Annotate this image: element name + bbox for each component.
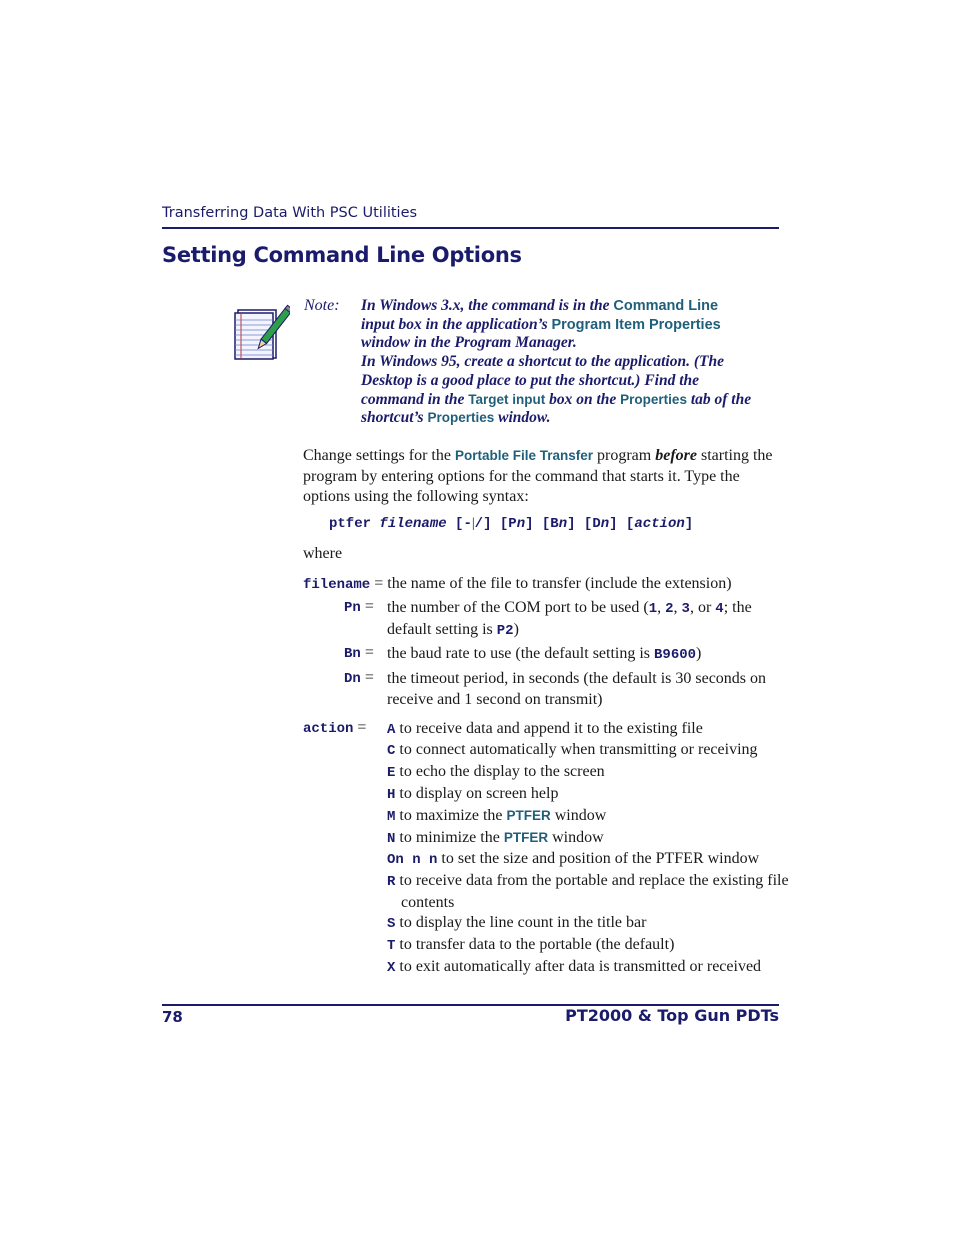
syntax-part: ] [B [525, 516, 559, 532]
properties-tab-ui-label: Properties [620, 391, 687, 407]
properties-window-ui-label: Properties [427, 410, 495, 426]
option-code: X [387, 960, 396, 976]
param-code: filename [303, 577, 371, 593]
syntax-part: n [558, 516, 568, 532]
syntax-part: | [471, 516, 475, 531]
option-code: On n n [387, 852, 438, 868]
param-code: Pn [344, 600, 361, 616]
notepad-pencil-icon [232, 300, 290, 362]
intro-paragraph [303, 446, 779, 508]
option-text: to receive data from the portable and replace the existing file contents [395, 872, 789, 911]
param-eq: = [360, 598, 374, 615]
param-text: = the name of the file to transfer (include the extension) [370, 575, 732, 592]
option-text: to display on screen help [395, 785, 559, 802]
option-code: R [387, 874, 396, 890]
intro-text: program [593, 447, 656, 464]
note-text: window. [494, 409, 551, 427]
note-text: input box in the application’s [361, 315, 552, 333]
note-label: Note: [304, 297, 340, 314]
param-text: , [673, 599, 682, 616]
note-body [361, 297, 781, 428]
bn-label [344, 644, 388, 662]
note-text: tab of the [686, 390, 752, 408]
param-text: the number of the COM port to be used ( [387, 599, 649, 616]
param-eq: = [353, 719, 367, 736]
program-item-properties-ui-label: Program Item Properties [551, 316, 721, 333]
param-code: B9600 [654, 647, 697, 663]
param-text: ) [696, 645, 702, 662]
option-code: S [387, 916, 396, 932]
action-label [303, 719, 366, 737]
option-code: E [387, 765, 396, 781]
option-code: M [387, 809, 396, 825]
action-option [387, 784, 793, 806]
intro-text: Change settings for the [303, 447, 455, 464]
ptfer-ui-label: PTFER [506, 808, 551, 823]
option-code: A [387, 722, 396, 738]
param-code: 1 [648, 601, 658, 617]
param-text: , [657, 599, 666, 616]
syntax-part: ] [684, 516, 694, 532]
action-option [387, 806, 793, 828]
option-text: window [548, 829, 604, 846]
syntax-part: n [600, 516, 610, 532]
intro-text: starting the program by entering options for the command that starts it. Type the options using the following syntax: [303, 447, 773, 506]
header-rule [162, 227, 779, 229]
book-title: PT2000 & Top Gun PDTs [565, 1006, 779, 1025]
action-option [387, 740, 793, 762]
option-text: to maximize the [395, 807, 507, 824]
note-text: In Windows 3.x, the command is in the [361, 297, 614, 314]
param-text: ) [513, 620, 519, 638]
note-text: window in the Program Manager. [361, 334, 577, 352]
ptfer-ui-label: PTFER [503, 830, 549, 845]
option-code: H [387, 787, 396, 803]
syntax-part: ] [D [567, 516, 601, 532]
syntax-part: ] [ [609, 516, 635, 532]
note-text: command in the [361, 390, 469, 408]
dn-description: the timeout period, in seconds (the default is 30 seconds on receive and 1 second on transmit) [387, 670, 767, 708]
note-text: Desktop is a good place to put the shortcut.) Find the [361, 371, 700, 389]
note-text: In Windows 95, create a shortcut to the application. (The [361, 353, 724, 371]
bn-description [387, 644, 779, 666]
syntax-part: /] [P [474, 516, 517, 532]
option-text: to receive data and append it to the existing file [395, 720, 703, 737]
param-code: 4 [715, 601, 724, 617]
where-label: where [303, 545, 343, 562]
running-header: Transferring Data With PSC Utilities [162, 205, 418, 221]
option-code: N [387, 831, 396, 847]
dn-label [344, 669, 388, 687]
syntax-part: n [516, 516, 526, 532]
target-input-ui-label: Target input [468, 391, 546, 407]
param-text: , or [689, 599, 716, 616]
param-code: P2 [496, 622, 514, 639]
page-number: 78 [162, 1008, 183, 1026]
param-code: 3 [681, 601, 690, 617]
action-option [387, 871, 793, 913]
option-text: to display the line count in the title bar [395, 914, 647, 931]
syntax-part: action [634, 516, 685, 532]
option-text: to transfer data to the portable (the default) [395, 936, 675, 953]
option-text: to exit automatically after data is transmitted or received [395, 958, 762, 975]
portable-file-transfer-ui-label: Portable File Transfer [454, 448, 594, 463]
command-syntax [329, 516, 693, 532]
action-option [387, 957, 793, 979]
option-text: to echo the display to the screen [395, 763, 605, 780]
param-code: action [303, 721, 354, 737]
param-code: Bn [344, 646, 361, 662]
option-code: T [387, 938, 396, 954]
syntax-part: filename [379, 516, 447, 532]
command-line-ui-label: Command Line [613, 298, 719, 314]
param-code: Dn [344, 671, 361, 687]
note-text: box on the [545, 390, 621, 408]
action-option [387, 719, 793, 741]
option-text: to set the size and position of the PTFER window [437, 850, 760, 867]
option-text: to minimize the [395, 829, 504, 846]
param-code: 2 [665, 601, 674, 617]
action-option [387, 913, 793, 935]
param-text: the baud rate to use (the default setting is [387, 645, 655, 662]
syntax-part: ptfer [329, 516, 380, 532]
note-text: shortcut’s [361, 409, 428, 427]
syntax-part: [- [446, 516, 472, 532]
filename-definition [303, 574, 732, 596]
param-text: ; the default setting is [387, 599, 752, 638]
intro-emphasis: before [655, 447, 697, 464]
option-text: to connect automatically when transmitting or receiving [395, 741, 758, 758]
pn-description [387, 598, 779, 641]
action-option [387, 762, 793, 784]
pn-label [344, 598, 388, 616]
param-eq: = [360, 644, 374, 661]
action-option [387, 828, 793, 850]
param-eq: = [360, 669, 374, 686]
action-option [387, 849, 793, 871]
page-title: Setting Command Line Options [162, 243, 522, 267]
option-text: window [550, 807, 607, 824]
action-option [387, 935, 793, 957]
option-code: C [387, 743, 396, 759]
